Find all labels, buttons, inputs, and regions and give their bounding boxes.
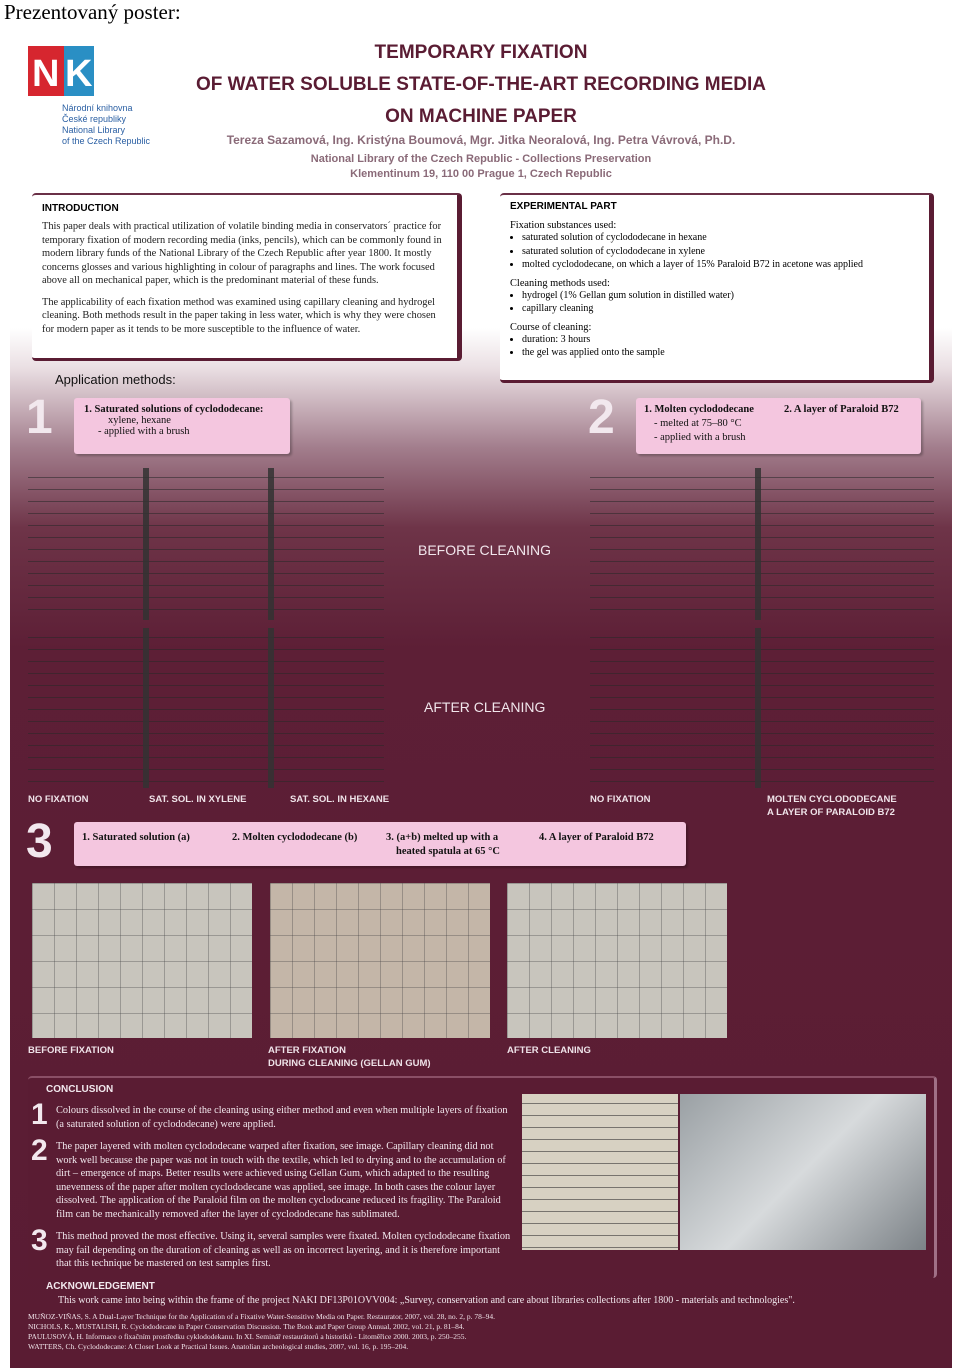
method-2-a-line-1: 1. Molten cyclododecane	[644, 404, 754, 415]
list-item: • saturated solution of cyclododecane in hexane	[522, 231, 919, 245]
method-number-3: 3	[26, 815, 53, 868]
photo-right-before	[590, 468, 934, 620]
method-3-item-4: 4. A layer of Paraloid B72	[539, 832, 654, 843]
caption-molten-cyclododecane: MOLTEN CYCLODODECANE	[767, 794, 897, 805]
institution-line-2: Klementinum 19, 110 00 Prague 1, Czech Republic	[350, 168, 612, 180]
poster	[10, 28, 952, 1368]
cleaning-list	[510, 289, 919, 316]
reference-item: NICHOLS, K., MUSTALISH, R. Cyclododecane in Paper Conservation Discussion. The Book and Paper Group Annual, 2002, vol. 21, p. 81–84.	[28, 1322, 465, 1331]
list-item: • the gel was applied onto the sample	[522, 346, 919, 360]
conclusion-number-2: 2	[31, 1134, 48, 1167]
references	[28, 1312, 928, 1352]
conclusion-number-3: 3	[31, 1224, 48, 1257]
photo-conclusion-document	[522, 1094, 678, 1250]
list-item: • duration: 3 hours	[522, 333, 919, 347]
course-list	[510, 333, 919, 360]
title-line-3: ON MACHINE PAPER	[385, 106, 577, 127]
method-2-box	[636, 398, 921, 454]
caption-sat-sol-xylene: SAT. SOL. IN XYLENE	[149, 794, 247, 805]
photo-after-cleaning	[507, 883, 727, 1038]
list-item: • molted cyclododecane, on which a layer of 15% Paraloid B72 in acetone was applied	[522, 258, 919, 272]
list-item: • capillary cleaning	[522, 302, 919, 316]
method-1-box	[74, 398, 290, 454]
course-heading: Course of cleaning:	[510, 321, 592, 333]
method-2-b-line-1: 2. A layer of Paraloid B72	[784, 404, 899, 415]
acknowledgement-text: This work came into being within the frame of the project NAKI DF13P01OVV004: „Survey, conservation and care about libraries collections after 1800 - materials and technologies".	[58, 1295, 795, 1306]
method-1-line-1: 1. Saturated solutions of cyclododecane:	[84, 404, 264, 415]
logo-line: of the Czech Republic	[62, 136, 151, 146]
svg-text:K: K	[65, 53, 93, 95]
list-item: • hydrogel (1% Gellan gum solution in distilled water)	[522, 289, 919, 303]
method-1-line-2: xylene, hexane	[108, 415, 171, 426]
method-1-line-3: - applied with a brush	[98, 426, 190, 437]
before-cleaning-label: BEFORE CLEANING	[418, 542, 552, 558]
title-line-2: OF WATER SOLUBLE STATE-OF-THE-ART RECORDING MEDIA	[196, 74, 766, 95]
fixation-list	[510, 231, 919, 272]
cleaning-heading: Cleaning methods used:	[510, 277, 610, 289]
method-3-item-3a: 3. (a+b) melted up with a	[386, 832, 499, 843]
conclusion-heading: CONCLUSION	[46, 1084, 114, 1095]
experimental-panel	[500, 193, 934, 383]
reference-item: MUÑOZ-VIÑAS, S. A Dual-Layer Technique for the Application of a Fixative Water-Sensitive Media on Paper. Restaurator, 2007, vol. 28, no. 2, p. 78–94.	[28, 1312, 496, 1321]
acknowledgement-heading: ACKNOWLEDGEMENT	[46, 1281, 155, 1292]
method-3-item-3b: heated spatula at 65 °C	[396, 846, 500, 857]
application-methods-heading: Application methods:	[55, 372, 176, 387]
introduction-heading: INTRODUCTION	[42, 203, 119, 214]
caption-before-fixation: BEFORE FIXATION	[28, 1045, 114, 1056]
page-heading: Prezentovaný poster:	[4, 0, 181, 24]
introduction-para-2: The applicability of each fixation method was examined using capillary cleaning and hydrogel cleaning. Both methods result in the paper taking in less water, which is why they were chosen for modern paper as it tends to be more susceptible to the influence of water.	[42, 296, 436, 335]
conclusion-point-1: Colours dissolved in the course of the cleaning using either method and even when multiple layers of fixation (a saturated solution of cyclododecane) were applied.	[56, 1105, 508, 1130]
after-cleaning-label: AFTER CLEANING	[424, 699, 546, 715]
introduction-panel	[32, 193, 462, 361]
method-number-1: 1	[26, 391, 53, 444]
method-3-item-1: 1. Saturated solution (a)	[82, 832, 190, 843]
conclusion-number-1: 1	[31, 1098, 48, 1131]
conclusion-point-2: The paper layered with molten cyclododecane warped after fixation, see image. Capillary cleaning did not work well because the paper was not in touch with the textile, which led to drying and to the accumulation of dirt – emergence of maps. Better results were achieved using Gellan Gum, which adapted to the resulting unevenness of the paper after molten cyclododecane was applied, see image. In both cases the colour layer dissolved. The application of the Paraloid film on the molten cyclodocane reduced its fragility. The Paraloid film can be mechanically removed after the layer of cyclododecane has sublimated.	[56, 1141, 506, 1220]
method-number-2: 2	[588, 391, 615, 444]
photo-after-fixation	[270, 883, 490, 1038]
photo-left-after	[28, 628, 384, 788]
conclusion-point-3: This method proved the most effective. Using it, several samples were fixated. Molten cyclododecane fixation may fail depending on the duration of cleaning as well as on incorrect layering, and it is therefore important that this technique be mastered on test samples first.	[56, 1231, 511, 1269]
photo-left-before	[28, 468, 384, 620]
conclusion-panel	[28, 1076, 937, 1278]
caption-paraloid-layer: A LAYER OF PARALOID B72	[767, 807, 895, 818]
logo-line: České republiky	[62, 114, 127, 124]
caption-sat-sol-hexane: SAT. SOL. IN HEXANE	[290, 794, 390, 805]
introduction-para-1: This paper deals with practical utilization of volatile binding media in conservators´ practice for temporary fixation of modern recording media (inks, pencils), which can be commonly found in modern library funds of the National Library of the Czech Republic after year 1800. It mostly concerns glosses and various highlighting in colour of paragraphs and lines. The work focused above all on mechanical paper, which is the predominant material of these funds.	[42, 221, 442, 286]
method-3-box	[74, 822, 686, 866]
institution-line-1: National Library of the Czech Republic - Collections Preservation	[310, 153, 652, 165]
caption-after-cleaning: AFTER CLEANING	[507, 1045, 591, 1056]
experimental-heading: EXPERIMENTAL PART	[510, 201, 617, 212]
caption-after-fixation: AFTER FIXATION	[268, 1045, 346, 1056]
reference-item: PAULUSOVÁ, H. Informace o fixačním prostředku cyklododekanu. In XI. Seminář restaurátorů a historiků - Litoměřice 2000. 2003, p. 250–255.	[28, 1332, 467, 1341]
svg-text:N: N	[32, 53, 60, 95]
method-2-a-line-2: - melted at 75–80 °C	[654, 418, 742, 429]
logo-line: Národní knihovna	[62, 103, 133, 113]
photo-conclusion-texture	[680, 1094, 926, 1250]
fixation-heading: Fixation substances used:	[510, 220, 617, 231]
list-item: • saturated solution of cyclododecane in xylene	[522, 245, 919, 259]
caption-no-fixation-right: NO FIXATION	[590, 794, 651, 805]
caption-during-cleaning: DURING CLEANING (GELLAN GUM)	[268, 1058, 431, 1069]
authors: Tereza Sazamová, Ing. Kristýna Boumová, Mgr. Jitka Neoralová, Ing. Petra Vávrová, Ph.D.	[226, 133, 736, 147]
method-3-item-2: 2. Molten cyclododecane (b)	[232, 832, 358, 843]
title-line-1: TEMPORARY FIXATION	[374, 42, 588, 63]
photo-before-fixation	[32, 883, 252, 1038]
reference-item: WATTERS, Ch. Cyclododecane: A Closer Look at Practical Issues. Anatolian archeological studies, 2007, vol. 16, p. 195–204.	[28, 1342, 409, 1351]
logo-line: National Library	[62, 125, 126, 135]
method-2-a-line-3: - applied with a brush	[654, 432, 746, 443]
photo-right-after	[590, 628, 934, 788]
caption-no-fixation-left: NO FIXATION	[28, 794, 89, 805]
